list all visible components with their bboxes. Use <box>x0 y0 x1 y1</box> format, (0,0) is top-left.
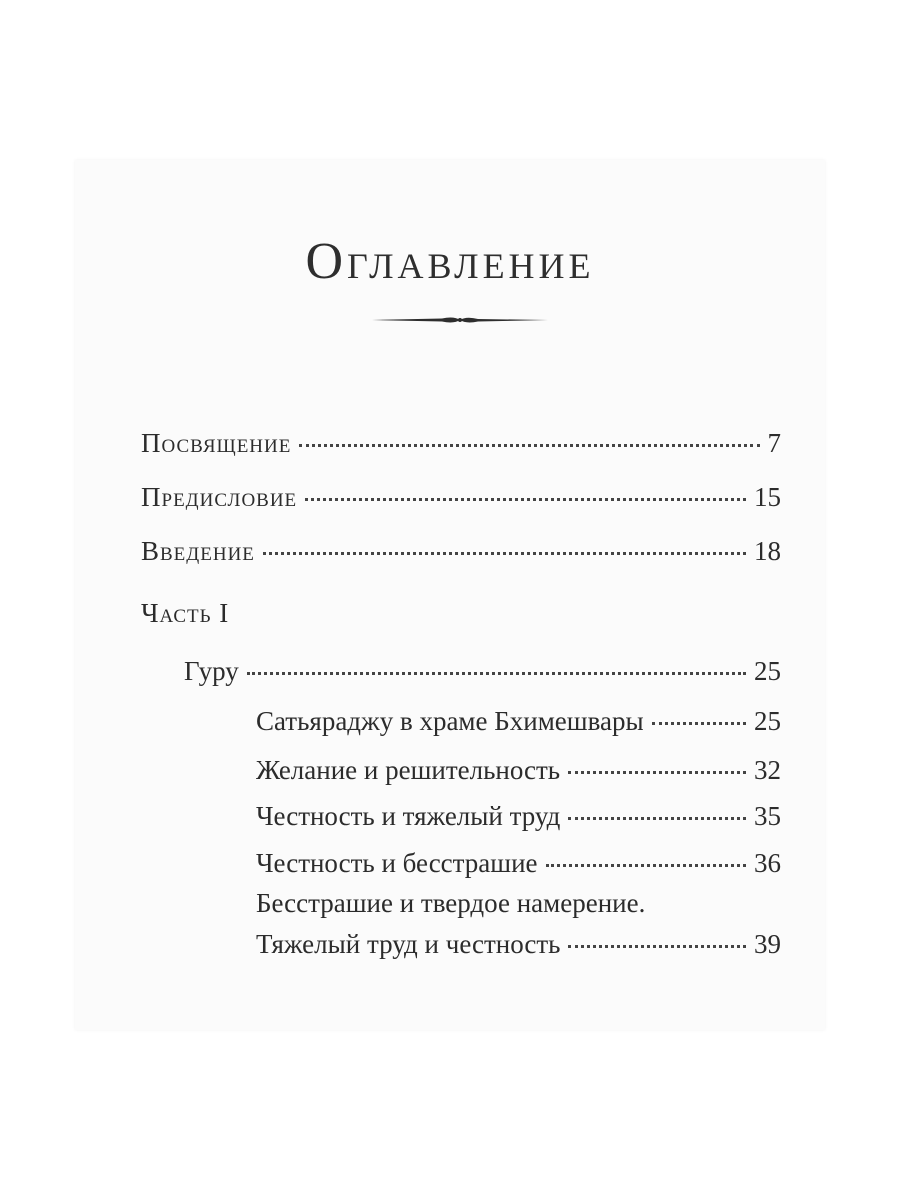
toc-entry-section[interactable] <box>256 755 781 786</box>
ornament-divider <box>372 313 548 327</box>
entry-label: Тяжелый труд и честность <box>256 929 561 959</box>
entry-label: Посвящение <box>141 428 292 458</box>
dot-leader <box>299 444 759 447</box>
page-number: 39 <box>754 929 781 959</box>
dot-leader <box>247 672 746 675</box>
page-number: 35 <box>754 801 781 831</box>
page-number: 25 <box>754 656 781 686</box>
toc-entry-dedication[interactable] <box>141 428 781 459</box>
dot-leader <box>568 945 746 948</box>
toc-entry-preface[interactable] <box>141 482 781 513</box>
toc-entry-chapter-guru[interactable] <box>184 656 781 687</box>
page-number: 18 <box>754 536 781 566</box>
toc-entry-introduction[interactable] <box>141 536 781 567</box>
toc-entry-section[interactable] <box>256 801 781 832</box>
toc-entry-section[interactable] <box>256 929 781 960</box>
page-number: 25 <box>754 706 781 736</box>
entry-label: Желание и решительность <box>256 755 561 785</box>
toc-entry-section[interactable] <box>256 848 781 879</box>
part-heading: Часть I <box>141 598 230 628</box>
entry-label: Введение <box>141 536 255 566</box>
dot-leader <box>305 498 746 501</box>
page-number: 32 <box>754 755 781 785</box>
page-number: 36 <box>754 848 781 878</box>
dot-leader <box>546 864 747 867</box>
entry-label: Гуру <box>184 656 239 686</box>
entry-label: Честность и тяжелый труд <box>256 801 561 831</box>
dot-leader <box>652 722 746 725</box>
toc-title: Оглавление <box>305 233 595 290</box>
entry-label: Сатьяраджу в храме Бхимешвары <box>256 706 644 736</box>
toc-entry-section-line1[interactable]: Бесстрашие и твердое намерение. <box>256 888 646 918</box>
dot-leader <box>263 552 746 555</box>
page-number: 7 <box>767 428 781 458</box>
toc-entry-section[interactable] <box>256 706 781 737</box>
entry-label: Предисловие <box>141 482 298 512</box>
dot-leader <box>568 817 746 820</box>
page-number: 15 <box>754 482 781 512</box>
entry-label: Честность и бесстрашие <box>256 848 538 878</box>
dot-leader <box>568 771 746 774</box>
